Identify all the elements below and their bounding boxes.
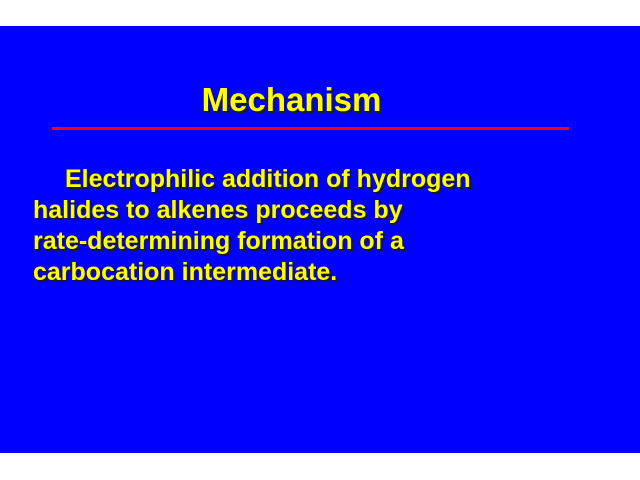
body-line-4: carbocation intermediate.: [33, 258, 338, 286]
body-line-1: Electrophilic addition of hydrogen: [65, 165, 471, 193]
body-line-3: rate-determining formation of a: [33, 227, 404, 255]
title-underline-rule: [52, 127, 569, 130]
body-line-2: halides to alkenes proceeds by: [33, 196, 403, 224]
slide-title: Mechanism: [201, 81, 382, 118]
slide-body-paragraph: [33, 164, 593, 288]
slide-background: [0, 26, 640, 453]
